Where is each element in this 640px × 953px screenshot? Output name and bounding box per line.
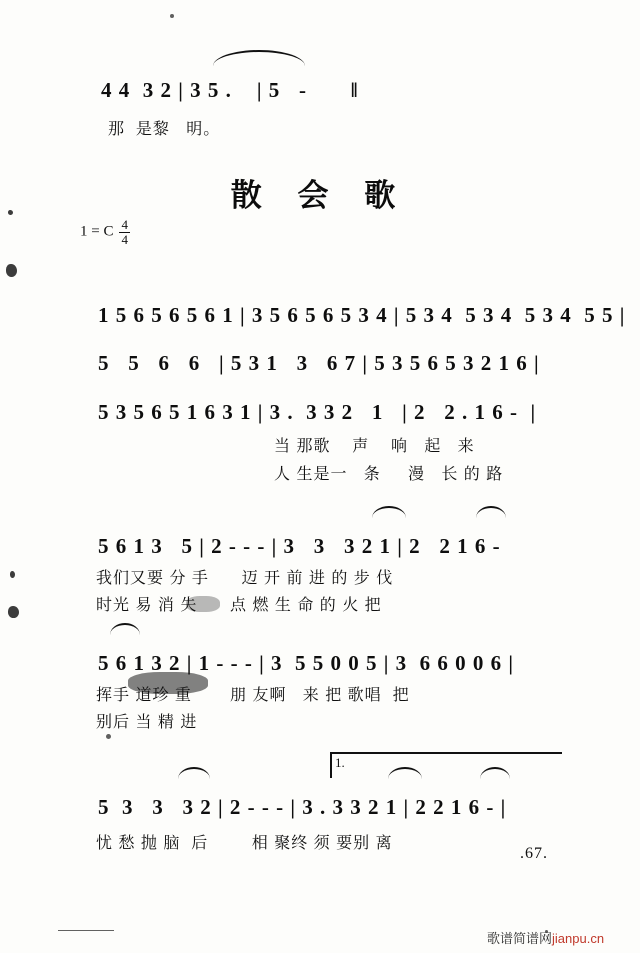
slur-mark bbox=[213, 50, 305, 66]
system-5-lyrics-verse2: 别后 当 精 进 bbox=[96, 714, 198, 731]
key-signature bbox=[80, 218, 130, 246]
system-3-lyrics-verse1: 当 那歌 声 响 起 来 bbox=[274, 438, 475, 455]
system-3-notes: 5 3 5 6 5 1 6 3 1 | 3 . 3 3 2 1 | 2 2 . 1 6 - | bbox=[98, 400, 537, 424]
repeat-ending-bracket bbox=[330, 752, 562, 778]
slur-mark bbox=[476, 506, 506, 518]
system-4-lyrics-verse2: 时光 易 消 失 点 燃 生 命 的 火 把 bbox=[96, 597, 382, 614]
page-number: .67. bbox=[520, 845, 548, 862]
watermark-url: jianpu.cn bbox=[552, 931, 605, 946]
time-signature: $\frac{4}{4}$ bbox=[121, 217, 128, 247]
system-4-lyrics-verse1: 我们又要 分 手 迈 开 前 进 的 步 伐 bbox=[96, 570, 394, 587]
system-3-lyrics-verse2: 人 生是一 条 漫 长 的 路 bbox=[274, 466, 504, 483]
paper-blemish bbox=[8, 606, 19, 618]
repeat-ending-label: 1. bbox=[335, 755, 345, 770]
page-title: 散 会 歌 bbox=[230, 178, 410, 213]
paper-blemish bbox=[170, 14, 174, 18]
system-5-notes: 5 6 1 3 2 | 1 - - - | 3 5 5 0 0 5 | 3 6 6 0 0 6 | bbox=[98, 651, 514, 675]
system-6-lyrics-verse1: 忧 愁 抛 脑 后 相 聚终 须 要别 离 bbox=[96, 835, 393, 852]
system-6-notes: 5 3 3 3 2 | 2 - - - | 3 . 3 3 2 1 | 2 2 1 6 - | bbox=[98, 795, 507, 819]
watermark-site-name: 歌谱简谱网 bbox=[487, 931, 553, 946]
system-4-notes: 5 6 1 3 5 | 2 - - - | 3 3 3 2 1 | 2 2 1 6 - bbox=[98, 534, 501, 558]
slur-mark bbox=[178, 767, 210, 779]
system-2-notes: 5 5 6 6 | 5 3 1 3 6 7 | 5 3 5 6 5 3 2 1 6 | bbox=[98, 351, 540, 375]
key-label: 1 = C bbox=[80, 223, 114, 240]
previous-song-lyrics: 那 是黎 明。 bbox=[108, 121, 221, 138]
paper-blemish bbox=[10, 571, 15, 578]
system-5-lyrics-verse1: 挥手 道珍 重 朋 友啊 来 把 歌唱 把 bbox=[96, 687, 410, 704]
previous-song-notes: 4 4 3 2 | 3 5 . | 5 - ‖ bbox=[101, 78, 359, 102]
paper-blemish bbox=[6, 264, 17, 277]
site-watermark bbox=[487, 928, 604, 947]
system-1-notes: 1 5 6 5 6 5 6 1 | 3 5 6 5 6 5 3 4 | 5 3 4 5 3 4 5 3 4 5 5 | bbox=[98, 303, 626, 327]
footer-divider bbox=[58, 930, 114, 931]
slur-mark bbox=[372, 506, 406, 518]
